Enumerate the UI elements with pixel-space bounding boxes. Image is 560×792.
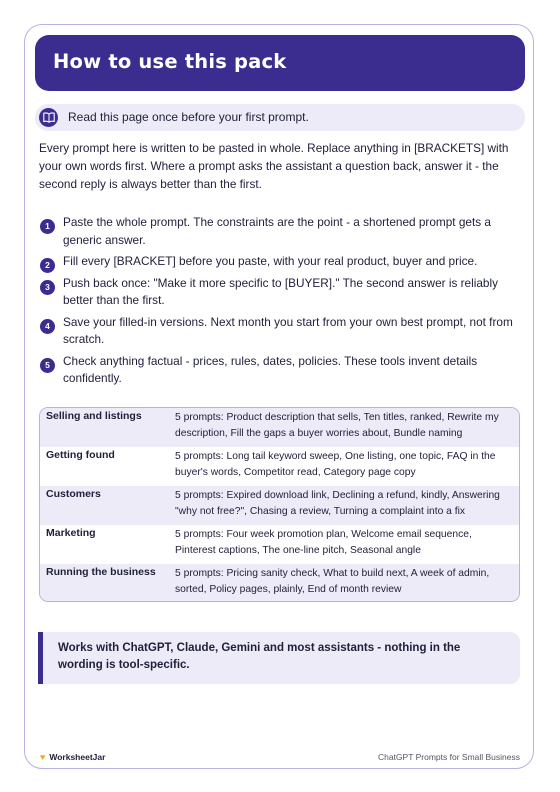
category-name: Selling and listings xyxy=(46,410,142,422)
list-item xyxy=(39,314,524,349)
page-title: How to use this pack xyxy=(53,50,287,73)
step-number-badge: 2 xyxy=(40,258,55,273)
callout-accent-bar xyxy=(38,632,43,684)
category-name: Marketing xyxy=(46,527,96,539)
step-text: Check anything factual - prices, rules, dates, policies. These tools invent details confidently. xyxy=(63,353,478,385)
callout-text: Works with ChatGPT, Claude, Gemini and most assistants - nothing in the wording is tool-specific. xyxy=(58,642,461,671)
compatibility-callout xyxy=(38,632,520,684)
step-text: Paste the whole prompt. The constraints are the point - a shortened prompt gets a generic answer. xyxy=(63,215,491,247)
footer-document-title: ChatGPT Prompts for Small Business xyxy=(377,752,520,762)
brand-name: WorksheetJar xyxy=(49,752,106,762)
list-item xyxy=(39,214,524,249)
table-row xyxy=(40,447,519,486)
step-text: Fill every [BRACKET] before you paste, with your real product, buyer and price. xyxy=(63,254,478,268)
list-item xyxy=(39,253,524,271)
category-name: Customers xyxy=(46,488,101,500)
footer-brand xyxy=(40,752,105,762)
step-text: Save your filled-in versions. Next month you start from your own best prompt, not from scratch. xyxy=(63,314,513,346)
tip-banner xyxy=(35,104,525,131)
table-row xyxy=(40,564,519,602)
step-number-badge: 4 xyxy=(40,319,55,334)
category-prompts: 5 prompts: Long tail keyword sweep, One listing, one topic, FAQ in the buyer's words, Competitor read, Category page copy xyxy=(175,451,496,478)
prompt-categories-table xyxy=(39,407,520,602)
step-text: Push back once: "Make it more specific to [BUYER]." The second answer is reliably better than the first. xyxy=(63,275,498,307)
category-prompts: 5 prompts: Pricing sanity check, What to build next, A week of admin, sorted, Policy pages, plainly, End of month review xyxy=(175,568,490,595)
page-header xyxy=(35,35,525,91)
category-prompts: 5 prompts: Four week promotion plan, Welcome email sequence, Pinterest captions, The one-line pitch, Seasonal angle xyxy=(175,529,472,556)
list-item xyxy=(39,275,524,310)
steps-list xyxy=(39,214,524,392)
table-row xyxy=(40,486,519,525)
step-number-badge: 5 xyxy=(40,358,55,373)
book-icon xyxy=(39,108,58,127)
list-item xyxy=(39,353,524,388)
category-prompts: 5 prompts: Product description that sells, Ten titles, ranked, Rewrite my description, Fill the gaps a buyer worries about, Bundle naming xyxy=(175,412,499,439)
category-name: Getting found xyxy=(46,449,115,461)
category-prompts: 5 prompts: Expired download link, Declining a refund, kindly, Answering "why not free?", Chasing a review, Turning a complaint into a fix xyxy=(175,490,500,517)
heart-icon: ♥ xyxy=(40,752,46,762)
category-name: Running the business xyxy=(46,566,156,578)
table-row xyxy=(40,525,519,564)
step-number-badge: 3 xyxy=(40,280,55,295)
intro-paragraph: Every prompt here is written to be pasted in whole. Replace anything in [BRACKETS] with your own words first. Where a prompt asks the assistant a question back, answer it - the second reply is always better than the first. xyxy=(39,141,509,191)
tip-text: Read this page once before your first prompt. xyxy=(68,110,309,124)
table-row xyxy=(40,408,519,447)
step-number-badge: 1 xyxy=(40,219,55,234)
